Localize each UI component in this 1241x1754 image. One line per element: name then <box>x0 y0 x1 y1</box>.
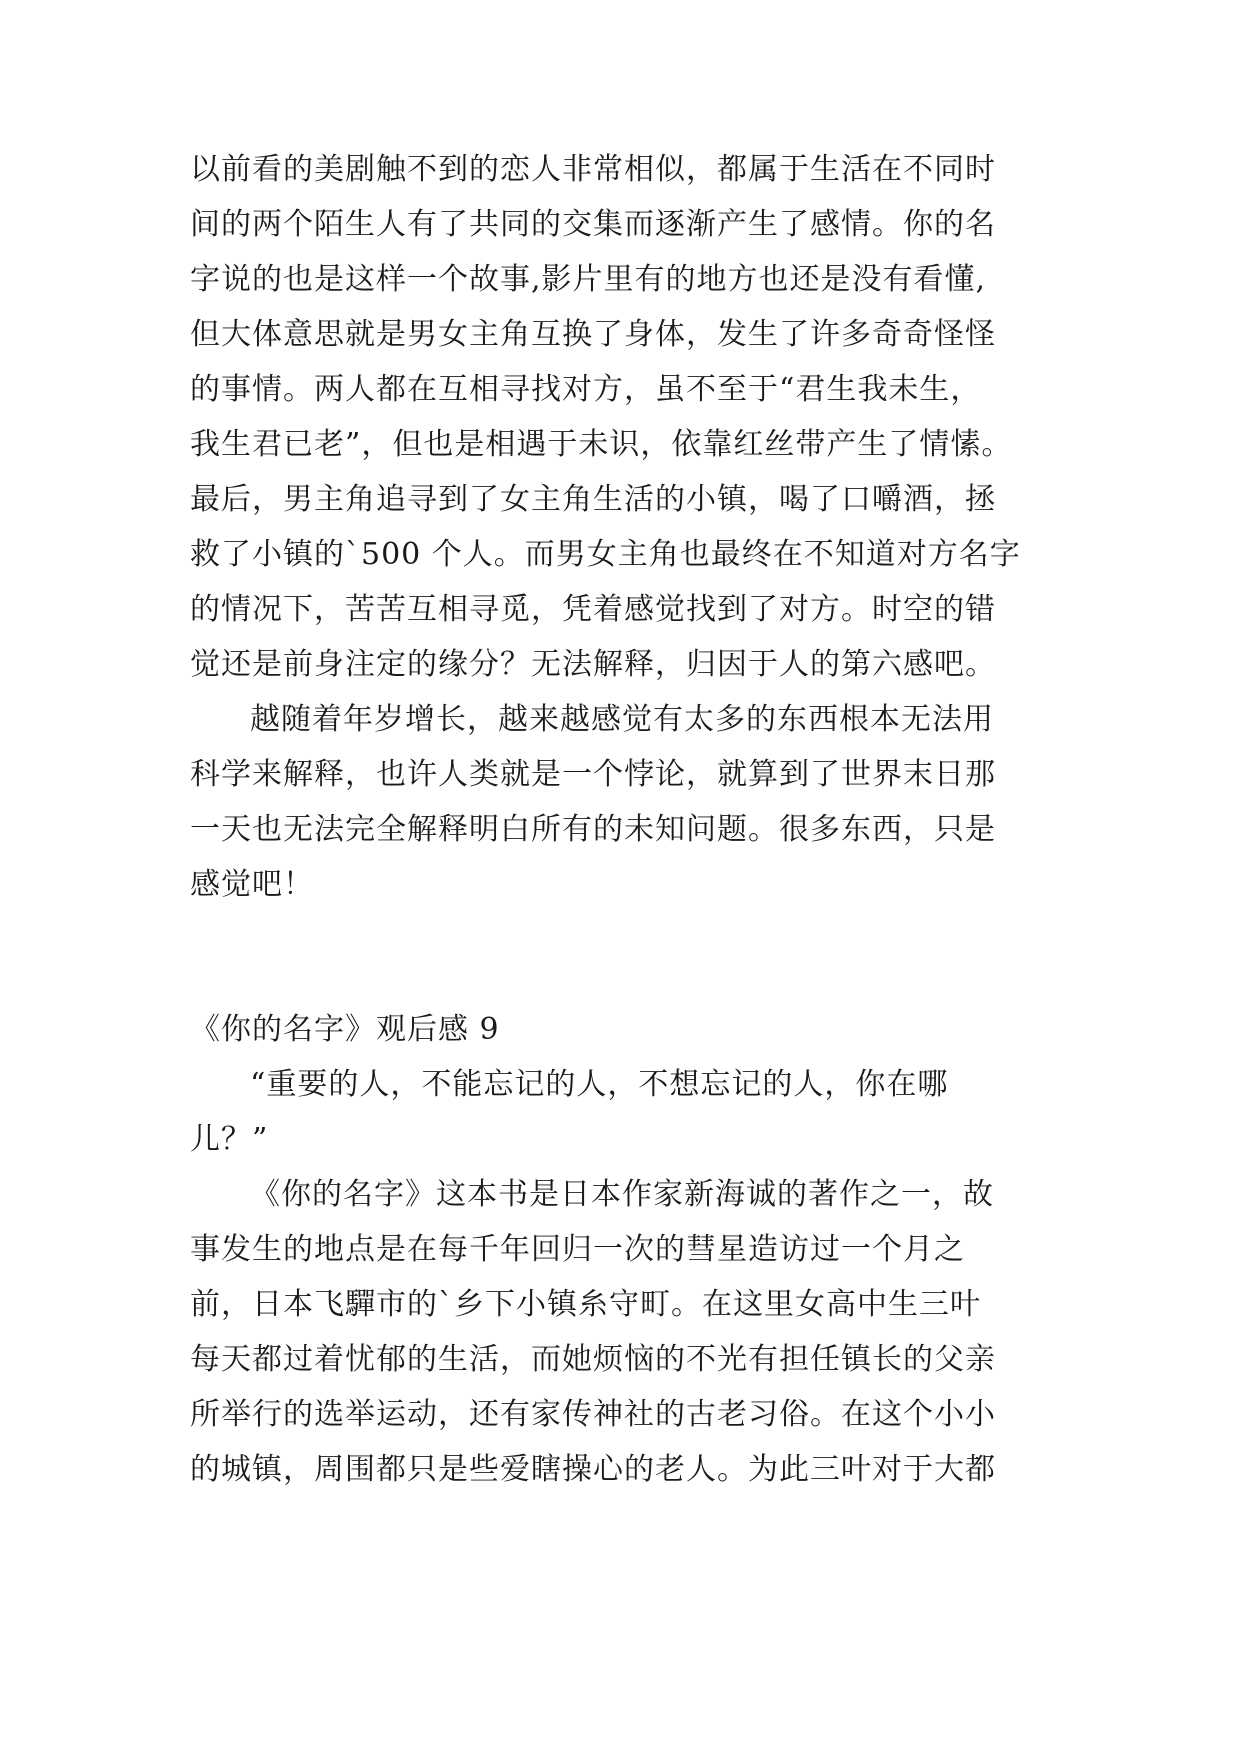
quote-line: 儿？” <box>190 1122 269 1157</box>
text-line: 《你的名字》这本书是日本作家新海诚的著作之一，故 <box>250 1177 994 1212</box>
text-line: 前，日本飞驒市的`乡下小镇糸守町。在这里女高中生三叶 <box>190 1287 981 1322</box>
text-line: 越随着年岁增长，越来越感觉有太多的东西根本无法用 <box>250 702 994 737</box>
text-line: 但大体意思就是男女主角互换了身体，发生了许多奇奇怪怪 <box>190 317 996 352</box>
text-line: 的城镇，周围都只是些爱瞎操心的老人。为此三叶对于大都 <box>190 1452 996 1487</box>
text-line: 字说的也是这样一个故事,影片里有的地方也还是没有看懂, <box>190 262 987 297</box>
text-line: 感觉吧！ <box>190 867 314 902</box>
text-line: 的事情。两人都在互相寻找对方，虽不至于“君生我未生， <box>190 372 982 407</box>
text-line: 最后，男主角追寻到了女主角生活的小镇，喝了口嚼酒，拯 <box>190 482 996 517</box>
text-line: 一天也无法完全解释明白所有的未知问题。很多东西，只是 <box>190 812 996 847</box>
text-line: 事发生的地点是在每千年回归一次的彗星造访过一个月之 <box>190 1232 965 1267</box>
text-line: 间的两个陌生人有了共同的交集而逐渐产生了感情。你的名 <box>190 207 996 242</box>
quote-line: “重要的人，不能忘记的人，不想忘记的人，你在哪 <box>250 1067 949 1102</box>
text-line: 救了小镇的`500 个人。而男女主角也最终在不知道对方名字 <box>190 537 1021 572</box>
text-line: 每天都过着忧郁的生活，而她烦恼的不光有担任镇长的父亲 <box>190 1342 996 1377</box>
text-line: 科学来解释，也许人类就是一个悖论，就算到了世界末日那 <box>190 757 996 792</box>
text-line: 以前看的美剧触不到的恋人非常相似，都属于生活在不同时 <box>190 152 996 187</box>
text-line: 我生君已老”，但也是相遇于未识，依靠红丝带产生了情愫。 <box>190 427 1013 462</box>
text-line: 的情况下，苦苦互相寻觅，凭着感觉找到了对方。时空的错 <box>190 592 996 627</box>
text-line: 觉还是前身注定的缘分？无法解释，归因于人的第六感吧。 <box>190 647 996 682</box>
text-line: 所举行的选举运动，还有家传神社的古老习俗。在这个小小 <box>190 1397 996 1432</box>
section-title: 《你的名字》观后感 9 <box>190 1012 500 1047</box>
